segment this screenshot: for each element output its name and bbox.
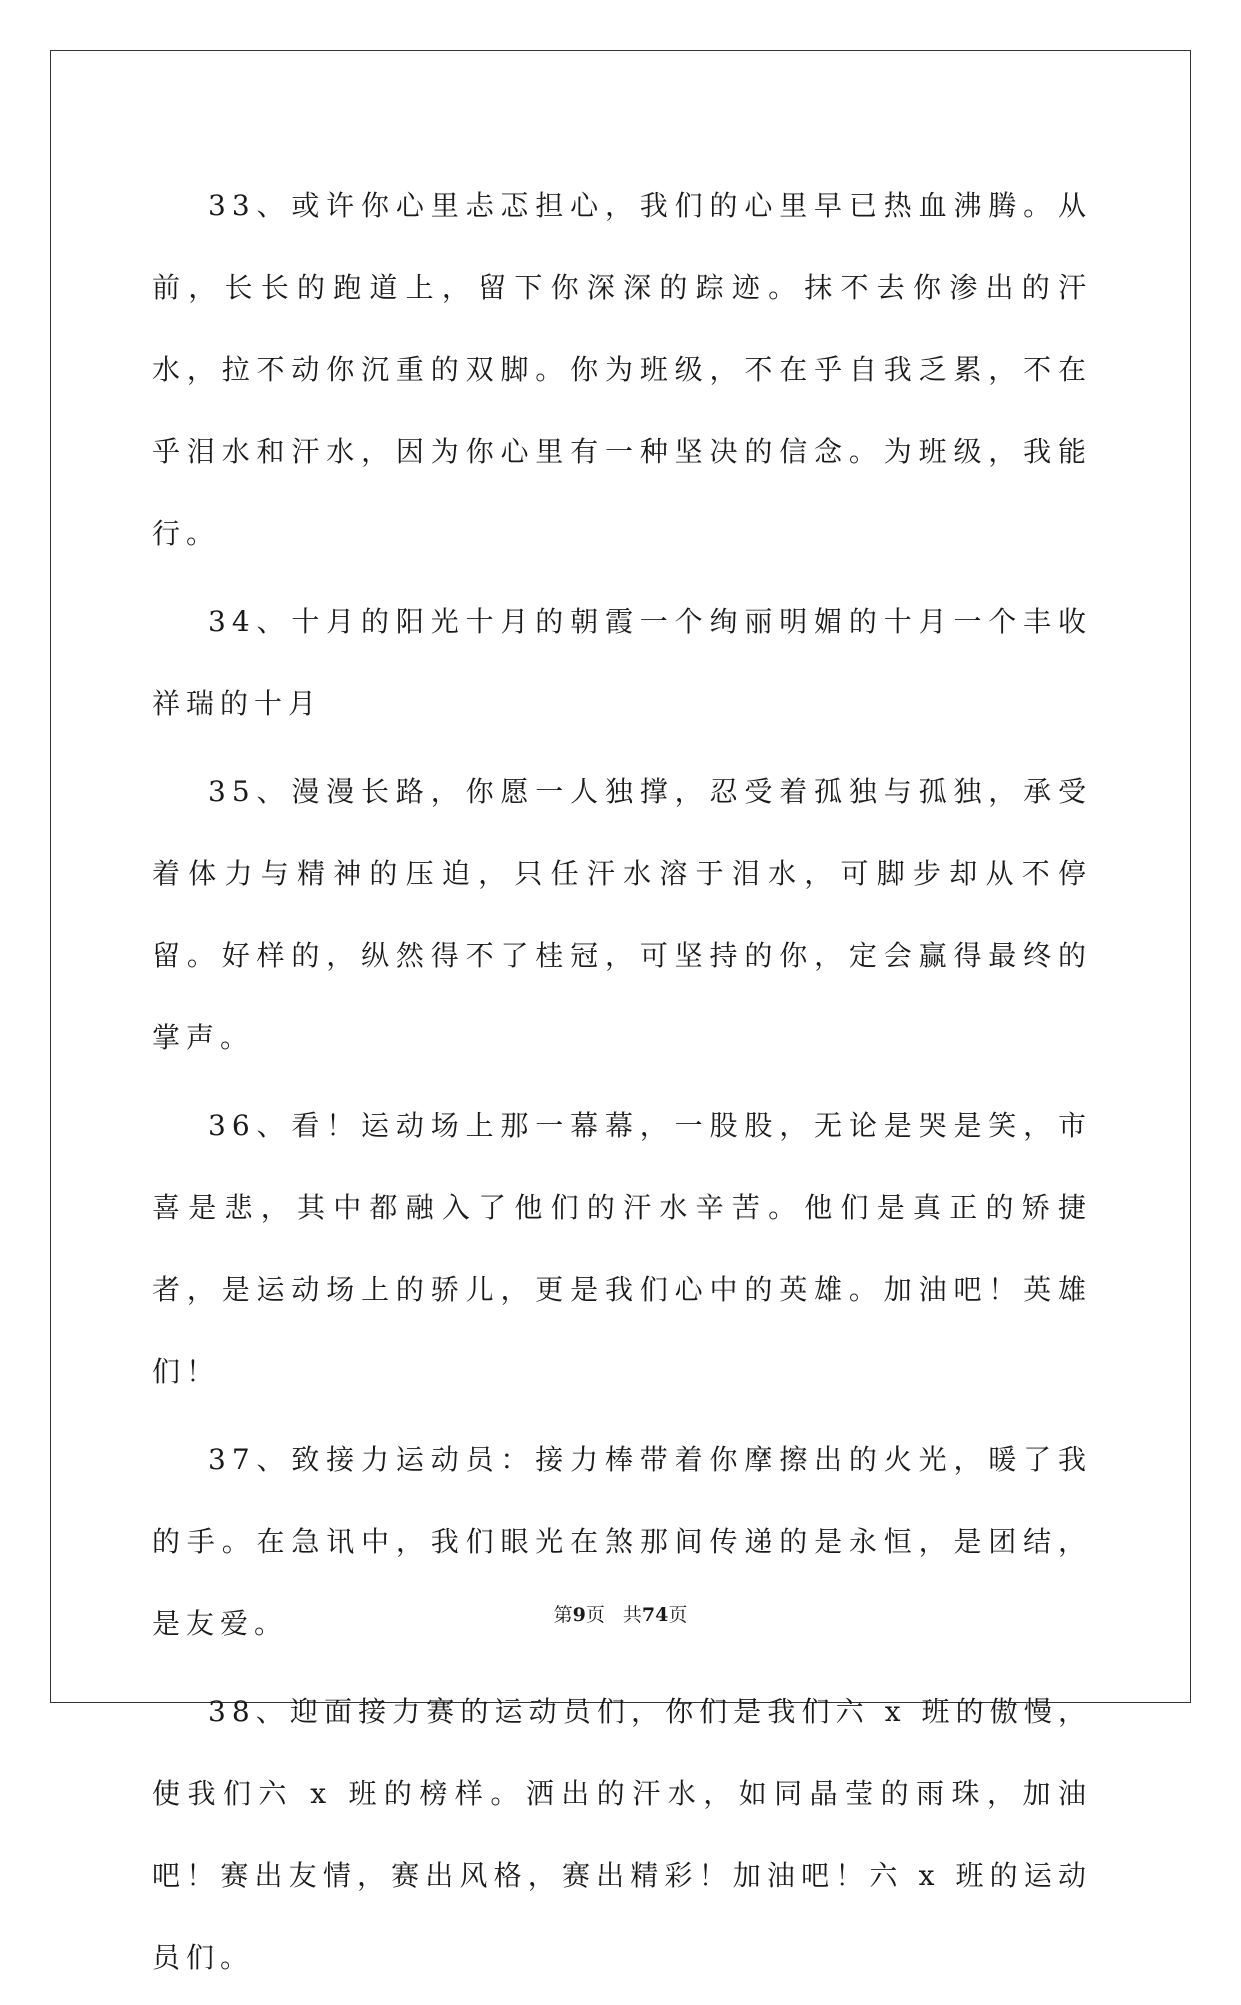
paragraph-37: 37、致接力运动员：接力棒带着你摩擦出的火光，暖了我的手。在急讯中，我们眼光在煞那间传递的是永恒，是团结，是友爱。 xyxy=(152,1443,1092,1640)
page-suffix: 页 xyxy=(585,1604,605,1626)
paragraph-35: 35、漫漫长路，你愿一人独撑，忍受着孤独与孤独，承受着体力与精神的压迫，只任汗水溶于泪水，可脚步却从不停留。好样的，纵然得不了桂冠，可坚持的你，定会赢得最终的掌声。 xyxy=(152,775,1092,1054)
paragraph-38: 38、迎面接力赛的运动员们，你们是我们六 x 班的傲慢，使我们六 x 班的榜样。洒出的汗水，如同晶莹的雨珠，加油吧！赛出友情，赛出风格，赛出精彩！加油吧！六 x 班的运动员们。 xyxy=(152,1695,1092,1974)
page-footer xyxy=(0,1600,1241,1627)
total-prefix: 共 xyxy=(622,1604,642,1626)
page-prefix: 第 xyxy=(553,1604,573,1626)
paragraph-34: 34、十月的阳光十月的朝霞一个绚丽明媚的十月一个丰收祥瑞的十月 xyxy=(152,605,1092,720)
total-pages: 74 xyxy=(641,1604,669,1626)
document-body xyxy=(152,165,1092,2005)
paragraph-36: 36、看！运动场上那一幕幕，一股股，无论是哭是笑，市喜是悲，其中都融入了他们的汗水辛苦。他们是真正的矫捷者，是运动场上的骄儿，更是我们心中的英雄。加油吧！英雄们！ xyxy=(152,1109,1092,1388)
total-suffix: 页 xyxy=(668,1604,688,1626)
page-number: 9 xyxy=(572,1604,586,1626)
paragraph-33: 33、或许你心里忐忑担心，我们的心里早已热血沸腾。从前，长长的跑道上，留下你深深的踪迹。抹不去你渗出的汗水，拉不动你沉重的双脚。你为班级，不在乎自我乏累，不在乎泪水和汗水，因为你心里有一种坚决的信念。为班级，我能行。 xyxy=(152,189,1092,550)
